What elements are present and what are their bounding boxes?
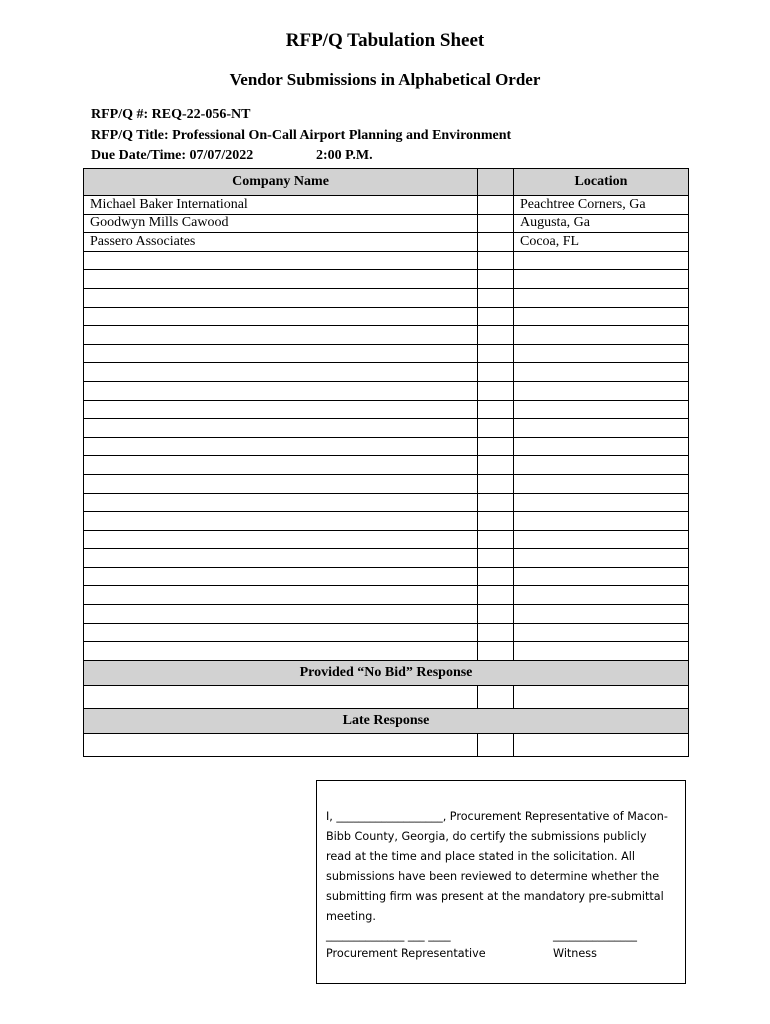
location-cell [514,642,689,661]
rfp-number: RFP/Q #: REQ-22-056-NT [91,107,251,122]
location-cell: Peachtree Corners, Ga [514,196,689,215]
location-cell [514,419,689,438]
company-cell [84,493,478,512]
company-cell [84,530,478,549]
late-response-section-entry-row [84,733,689,756]
empty-row [84,400,689,419]
company-cell [84,685,478,708]
late-response-section [84,708,689,733]
empty-row [84,251,689,270]
empty-row [84,437,689,456]
company-cell [84,549,478,568]
late-response-section-label: Late Response [84,708,689,733]
company-cell [84,623,478,642]
no-bid-section [84,660,689,685]
spacer-cell [478,214,514,233]
empty-row [84,288,689,307]
spacer-cell [478,474,514,493]
page-subtitle: Vendor Submissions in Alphabetical Order [229,70,541,89]
company-cell [84,605,478,624]
spacer-cell [478,733,514,756]
location-cell [514,326,689,345]
location-cell [514,381,689,400]
location-cell [514,288,689,307]
location-cell [514,586,689,605]
company-cell [84,733,478,756]
empty-row [84,567,689,586]
due-date: Due Date/Time: 07/07/2022 [91,148,254,163]
empty-row [84,493,689,512]
no-bid-section-entry-row [84,685,689,708]
due-date-line [91,148,373,164]
spacer-cell [478,456,514,475]
table-row [84,196,689,215]
spacer-cell [478,363,514,382]
representative-signature-line: ______________ ___ ____ [326,929,451,942]
spacer-cell [478,530,514,549]
empty-row [84,419,689,438]
table-row [84,214,689,233]
empty-row [84,474,689,493]
spacer-cell [478,419,514,438]
location-cell [514,270,689,289]
due-time: 2:00 P.M. [316,148,373,163]
spacer-cell [478,307,514,326]
table-row [84,233,689,252]
spacer-cell [478,196,514,215]
spacer-cell [478,251,514,270]
vendor-table [83,168,689,757]
empty-row [84,363,689,382]
company-cell [84,400,478,419]
table-header [84,169,689,196]
company-cell [84,326,478,345]
empty-row [84,512,689,531]
location-cell [514,530,689,549]
company-cell [84,251,478,270]
spacer-cell [478,493,514,512]
company-cell [84,344,478,363]
location-cell [514,685,689,708]
company-cell [84,288,478,307]
representative-label: Procurement Representative [326,947,486,960]
location-cell [514,549,689,568]
spacer-cell [478,642,514,661]
location-header: Location [514,169,689,196]
company-cell [84,437,478,456]
location-cell [514,605,689,624]
company-cell [84,567,478,586]
spacer-cell [478,605,514,624]
empty-row [84,605,689,624]
spacer-cell [478,437,514,456]
location-cell [514,456,689,475]
certification-text: I, ___________________, Procurement Representative of Macon-Bibb County, Georgia, do certify the submissions publicly read at the time and place stated in the solicitation. All submissions have been reviewed to determine whether the submitting firm was present at the mandatory pre-submittal meeting. [326,810,668,923]
empty-row [84,344,689,363]
company-cell: Goodwyn Mills Cawood [84,214,478,233]
spacer-cell [478,344,514,363]
spacer-cell [478,512,514,531]
location-cell [514,474,689,493]
empty-row [84,270,689,289]
location-cell [514,437,689,456]
location-cell: Cocoa, FL [514,233,689,252]
empty-row [84,456,689,475]
company-cell [84,512,478,531]
empty-row [84,549,689,568]
spacer-cell [478,586,514,605]
empty-row [84,642,689,661]
company-cell: Passero Associates [84,233,478,252]
empty-row [84,586,689,605]
spacer-cell [478,400,514,419]
company-cell [84,642,478,661]
location-cell [514,251,689,270]
empty-row [84,307,689,326]
location-cell [514,400,689,419]
spacer-cell [478,685,514,708]
spacer-cell [478,233,514,252]
spacer-cell [478,381,514,400]
empty-row [84,623,689,642]
company-name-header: Company Name [84,169,478,196]
spacer-cell [478,326,514,345]
location-cell: Augusta, Ga [514,214,689,233]
witness-label: Witness [553,947,597,960]
location-cell [514,307,689,326]
location-cell [514,512,689,531]
location-cell [514,363,689,382]
spacer-cell [478,549,514,568]
spacer-header [478,169,514,196]
empty-row [84,326,689,345]
certification-box [316,780,686,984]
location-cell [514,623,689,642]
spacer-cell [478,623,514,642]
company-cell [84,456,478,475]
company-cell [84,307,478,326]
no-bid-section-label: Provided “No Bid” Response [84,660,689,685]
company-cell [84,270,478,289]
location-cell [514,493,689,512]
location-cell [514,567,689,586]
location-cell [514,344,689,363]
spacer-cell [478,270,514,289]
company-cell: Michael Baker International [84,196,478,215]
company-cell [84,474,478,493]
spacer-cell [478,567,514,586]
location-cell [514,733,689,756]
empty-row [84,530,689,549]
page-title: RFP/Q Tabulation Sheet [285,30,485,51]
rfp-title: RFP/Q Title: Professional On-Call Airport Planning and Environment [91,128,512,143]
spacer-cell [478,288,514,307]
empty-row [84,381,689,400]
company-cell [84,381,478,400]
company-cell [84,586,478,605]
company-cell [84,363,478,382]
company-cell [84,419,478,438]
witness-signature-line: _______________ [553,929,637,942]
